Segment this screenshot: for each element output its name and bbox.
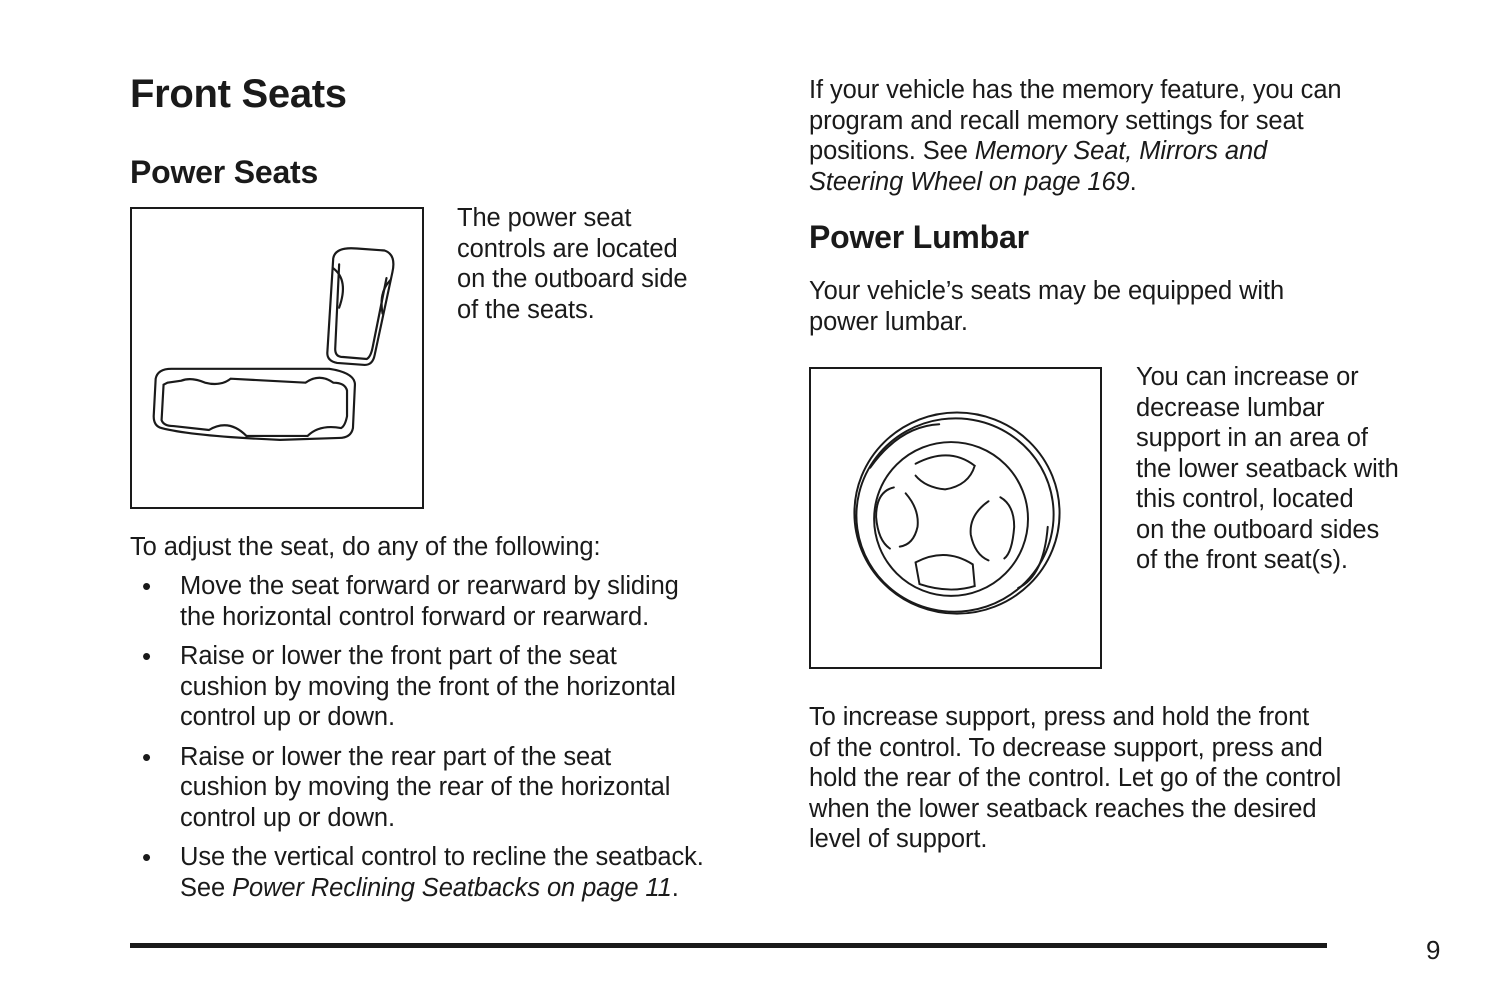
list-item (130, 641, 780, 733)
paragraph-line: If your vehicle has the memory feature, you can (809, 76, 1342, 104)
adjust-intro: To adjust the seat, do any of the following: (130, 533, 601, 561)
lumbar-intro (809, 276, 1284, 337)
section-heading-power-lumbar: Power Lumbar (809, 219, 1029, 255)
bullet-line: • Raise or lower the rear part of the seat (180, 742, 612, 771)
caption-line: on the outboard side (457, 265, 688, 293)
power-seat-controls-icon (132, 209, 422, 507)
power-seat-figure-caption (457, 203, 688, 325)
page-title: Front Seats (130, 72, 347, 116)
paragraph-line: of the control. To decrease support, press and (809, 733, 1323, 762)
paragraph-line: power lumbar. (809, 307, 968, 336)
see-suffix: . (1129, 167, 1137, 196)
footer-rule (130, 943, 1327, 948)
bullet-line: • Use the vertical control to recline the seatback. (180, 843, 704, 871)
power-lumbar-figure-caption (1136, 362, 1399, 576)
adjust-steps-list (130, 571, 780, 912)
paragraph-line (809, 167, 1341, 198)
paragraph-line: To increase support, press and hold the front (809, 703, 1310, 731)
caption-line: of the seats. (457, 295, 595, 324)
power-seat-figure (130, 207, 424, 509)
list-item (130, 571, 780, 632)
list-item (130, 742, 780, 834)
see-prefix: positions. See (809, 137, 975, 165)
see-prefix: See (180, 873, 233, 902)
power-lumbar-control-icon (811, 369, 1100, 667)
paragraph-line (809, 136, 1341, 167)
bullet-line: • Move the seat forward or rearward by sliding (180, 572, 679, 600)
bullet-line: control up or down. (180, 803, 395, 832)
caption-line: controls are located (457, 234, 678, 263)
lumbar-instructions (809, 702, 1341, 855)
caption-line: decrease lumbar (1136, 393, 1325, 422)
power-lumbar-figure (809, 367, 1102, 669)
memory-feature-paragraph (809, 75, 1341, 197)
bullet-line: control up or down. (180, 703, 395, 731)
caption-line: support in an area of (1136, 424, 1368, 452)
caption-line: on the outboard sides (1136, 515, 1380, 544)
cross-reference-link[interactable]: Steering Wheel on page 169 (809, 167, 1130, 196)
caption-line: the lower seatback with (1136, 454, 1399, 483)
list-item (130, 842, 780, 903)
bullet-line (180, 873, 780, 904)
paragraph-line: Your vehicle’s seats may be equipped with (809, 277, 1285, 305)
paragraph-line: program and recall memory settings for seat (809, 106, 1304, 135)
paragraph-line: level of support. (809, 825, 988, 853)
paragraph-line: when the lower seatback reaches the desired (809, 794, 1317, 823)
cross-reference-link[interactable]: Power Reclining Seatbacks on page 11 (232, 873, 672, 902)
paragraph-line: hold the rear of the control. Let go of the control (809, 764, 1342, 792)
bullet-line: cushion by moving the rear of the horizontal (180, 773, 671, 801)
bullet-line: the horizontal control forward or rearward. (180, 602, 650, 631)
bullet-line: • Raise or lower the front part of the seat (180, 642, 617, 670)
caption-line: this control, located (1136, 485, 1354, 513)
caption-line: The power seat (457, 204, 632, 232)
see-suffix: . (671, 873, 679, 902)
caption-line: You can increase or (1136, 363, 1359, 391)
cross-reference-link[interactable]: Memory Seat, Mirrors and (974, 137, 1268, 165)
page-number: 9 (1426, 935, 1441, 965)
caption-line: of the front seat(s). (1136, 546, 1348, 574)
bullet-line: cushion by moving the front of the horizontal (180, 672, 676, 701)
section-heading-power-seats: Power Seats (130, 154, 319, 190)
